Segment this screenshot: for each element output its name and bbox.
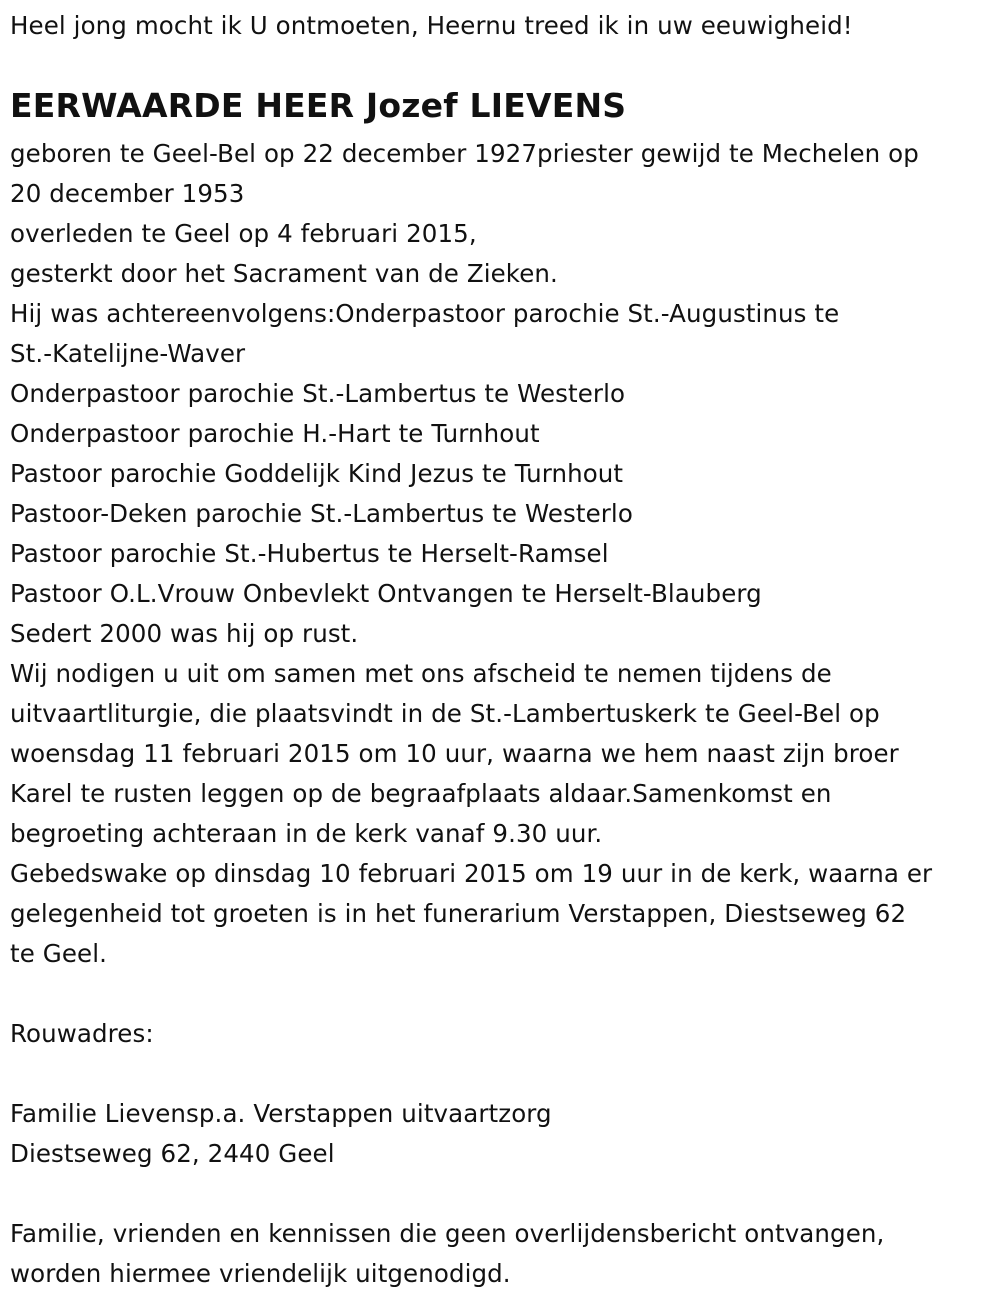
body-line: Karel te rusten leggen op de begraafplaats aldaar.Samenkomst en [10,779,832,808]
body-line: Pastoor parochie Goddelijk Kind Jezus te Turnhout [10,459,624,488]
body-line: Hij was achtereenvolgens:Onderpastoor parochie St.-Augustinus te [10,299,840,328]
closing-line: Familie, vrienden en kennissen die geen overlijdensbericht ontvangen, [10,1219,885,1248]
closing-line: worden hiermee vriendelijk uitgenodigd. [10,1259,511,1288]
closing-note [10,1214,884,1294]
address-line: Diestseweg 62, 2440 Geel [10,1139,335,1168]
address-block [10,1094,552,1174]
body-line: geboren te Geel-Bel op 22 december 1927priester gewijd te Mechelen op [10,139,919,168]
body-line: woensdag 11 februari 2015 om 10 uur, waarna we hem naast zijn broer [10,739,899,768]
body-line: overleden te Geel op 4 februari 2015, [10,219,477,248]
body-line: Wij nodigen u uit om samen met ons afscheid te nemen tijdens de [10,659,832,688]
body-line: Sedert 2000 was hij op rust. [10,619,359,648]
deceased-title: EERWAARDE HEER Jozef LIEVENS [10,86,627,125]
body-line: 20 december 1953 [10,179,245,208]
rouwadres-section [10,1014,154,1054]
body-line: Pastoor parochie St.-Hubertus te Herselt-Ramsel [10,539,609,568]
address-line: Familie Lievensp.a. Verstappen uitvaartzorg [10,1099,552,1128]
body-line: begroeting achteraan in de kerk vanaf 9.30 uur. [10,819,603,848]
body-line: Pastoor-Deken parochie St.-Lambertus te Westerlo [10,499,633,528]
body-line: Gebedswake op dinsdag 10 februari 2015 om 19 uur in de kerk, waarna er [10,859,933,888]
body-line: Onderpastoor parochie St.-Lambertus te Westerlo [10,379,626,408]
body-line: uitvaartliturgie, die plaatsvindt in de St.-Lambertuskerk te Geel-Bel op [10,699,880,728]
body-line: te Geel. [10,939,107,968]
obituary-body [10,134,932,974]
body-line: St.-Katelijne-Waver [10,339,246,368]
body-line: Pastoor O.L.Vrouw Onbevlekt Ontvangen te Herselt-Blauberg [10,579,762,608]
body-line: Onderpastoor parochie H.-Hart te Turnhout [10,419,540,448]
intro-verse: Heel jong mocht ik U ontmoeten, Heernu treed ik in uw eeuwigheid! [10,11,853,40]
body-line: gelegenheid tot groeten is in het funerarium Verstappen, Diestseweg 62 [10,899,907,928]
rouwadres-label: Rouwadres: [10,1019,154,1048]
body-line: gesterkt door het Sacrament van de Zieken. [10,259,558,288]
